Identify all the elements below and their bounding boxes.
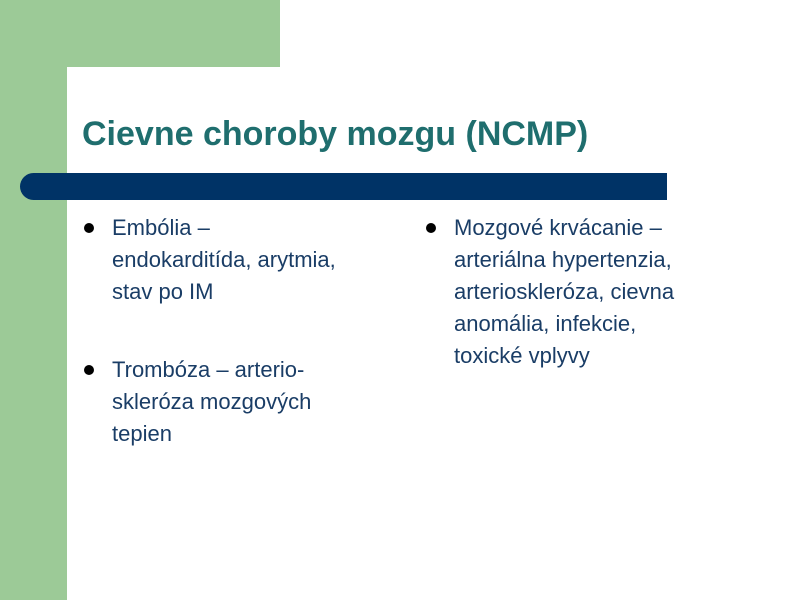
bullet-line: toxické vplyvy <box>454 343 590 368</box>
title-divider-bar <box>20 173 667 200</box>
bullet-item-embolia <box>82 212 382 308</box>
bullet-line: endokarditída, arytmia, <box>112 247 336 272</box>
bullet-item-krvacanie <box>424 212 744 372</box>
bullet-line: stav po IM <box>112 279 214 304</box>
bullet-dot-icon <box>84 223 94 233</box>
green-top-block <box>0 0 280 67</box>
bullet-line: Trombóza – arterio- <box>112 357 305 382</box>
left-bullet-list <box>82 212 382 450</box>
rounded-corner <box>67 67 107 107</box>
bullet-line: tepien <box>112 421 172 446</box>
bullet-dot-icon <box>84 365 94 375</box>
bullet-line: arteriálna hypertenzia, <box>454 247 672 272</box>
bullet-line: anomália, infekcie, <box>454 311 637 336</box>
bullet-line: skleróza mozgových <box>112 389 312 414</box>
bullet-dot-icon <box>426 223 436 233</box>
bullet-line: Embólia – <box>112 215 210 240</box>
green-side-stripe <box>0 0 67 600</box>
bullet-line: arterioskleróza, cievna <box>454 279 675 304</box>
slide-title: Cievne choroby mozgu (NCMP) <box>82 115 589 153</box>
bullet-line: Mozgové krvácanie – <box>454 215 662 240</box>
right-bullet-list <box>424 212 744 372</box>
bullet-item-tromboza <box>82 354 382 450</box>
